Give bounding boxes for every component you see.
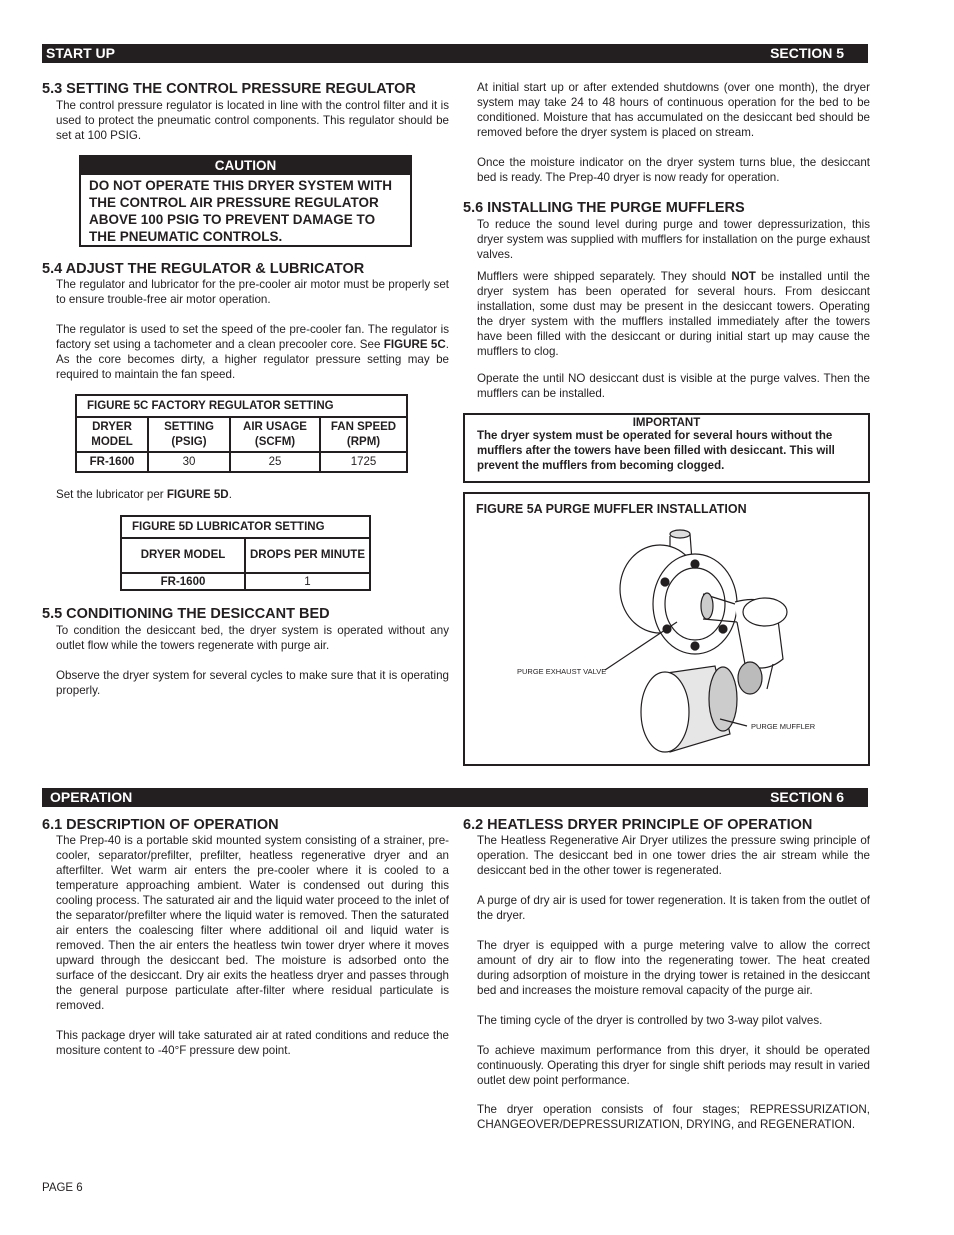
column-header: AIR USAGE (SCFM) <box>230 417 320 452</box>
paragraph: The control pressure regulator is located in line with the control filter and it is used to protect the pneumatic control components. This regulator should be set at 100 PSIG. <box>56 99 449 142</box>
figure-5d-table <box>120 515 371 591</box>
purge-muffler-illustration <box>465 494 868 764</box>
figure-ref: FIGURE 5C <box>383 338 446 351</box>
column-header: DRYER MODEL <box>121 538 245 573</box>
paragraph: A purge of dry air is used for tower regeneration. It is taken from the outlet of the dryer. <box>477 894 870 922</box>
paragraph: The timing cycle of the dryer is controlled by two 3-way pilot valves. <box>477 1014 823 1027</box>
table-cell: 1 <box>245 573 370 590</box>
section-number: SECTION 5 <box>770 45 844 61</box>
page-number: PAGE 6 <box>42 1182 83 1194</box>
text-run: The regulator is used to set the speed of the pre-cooler fan. The regulator is factory set using a tachometer and a clean precooler core. See <box>56 323 449 351</box>
table-cell: FR-1600 <box>76 452 148 472</box>
heading-6-1: 6.1 DESCRIPTION OF OPERATION <box>42 817 279 833</box>
heading-5-3: 5.3 SETTING THE CONTROL PRESSURE REGULATOR <box>42 81 416 97</box>
text-run: . <box>228 488 232 501</box>
text-run: Set the lubricator per <box>56 488 167 501</box>
paragraph: To achieve maximum performance from this dryer, it should be operated continuously. Operating this dryer for single shift periods may result in varied outlet dew point performance. <box>477 1044 870 1087</box>
figure-label-valve: PURGE EXHAUST VALVE <box>517 667 607 676</box>
table-caption: FIGURE 5C FACTORY REGULATOR SETTING <box>76 395 407 417</box>
section-6-header <box>42 788 868 807</box>
important-text: The dryer system must be operated for several hours without the mufflers after the towers have been filled with desiccant. This will prevent the mufflers from becoming clogged. <box>477 430 835 472</box>
column-header: DRYER MODEL <box>76 417 148 452</box>
text-run: be installed until the dryer system has been operated for several hours. From desiccant installation, some dust may be present in the desiccant towers. Operating the dryer system with the mufflers installed immediately after the towers have been filled with the desiccant or during initial start up may cause the mufflers to clog. <box>477 270 871 358</box>
caution-text: DO NOT OPERATE THIS DRYER SYSTEM WITH THE CONTROL AIR PRESSURE REGULATOR ABOVE 100 PSIG TO PREVENT DAMAGE TO THE PNEUMATIC CONTROLS. <box>89 178 393 244</box>
text-run: . As the core becomes dirty, a higher regulator pressure setting may be required to maintain the fan speed. <box>56 338 449 381</box>
section-title: START UP <box>46 45 115 61</box>
table-cell: 1725 <box>320 452 407 472</box>
figure-title: FIGURE 5A PURGE MUFFLER INSTALLATION <box>476 502 747 516</box>
paragraph: Once the moisture indicator on the dryer system turns blue, the desiccant bed is ready. The Prep-40 dryer is now ready for operation. <box>477 156 870 184</box>
paragraph: Operate the until NO desiccant dust is visible at the purge valves. Then the mufflers can be installed. <box>477 372 870 400</box>
column-header: DROPS PER MINUTE <box>245 538 370 573</box>
paragraph <box>56 487 449 502</box>
text-run: Mufflers were shipped separately. They should <box>477 270 732 283</box>
figure-label-muffler: PURGE MUFFLER <box>751 722 816 731</box>
paragraph: The Heatless Regenerative Air Dryer utilizes the pressure swing principle of operation. The desiccant bed in one tower dries the air stream while the desiccant bed in the other tower is regenerated. <box>477 834 870 877</box>
figure-5a-box <box>463 492 870 766</box>
paragraph: At initial start up or after extended shutdowns (over one month), the dryer system may take 24 to 48 hours of continuous operation for the bed to be conditioned. Moisture that has accumulated on the desiccant bed should be removed before the dryer system is placed on stream. <box>477 81 870 139</box>
paragraph: Observe the dryer system for several cycles to make sure that it is operating properly. <box>56 669 449 697</box>
section-title: OPERATION <box>50 789 133 805</box>
heading-6-2: 6.2 HEATLESS DRYER PRINCIPLE OF OPERATION <box>463 817 813 833</box>
column-header: FAN SPEED (RPM) <box>320 417 407 452</box>
table-cell: FR-1600 <box>121 573 245 590</box>
paragraph: The regulator and lubricator for the pre-cooler air motor must be properly set to ensure trouble-free air motor operation. <box>56 278 449 306</box>
emphasis: NOT <box>731 270 756 283</box>
important-box <box>463 413 870 483</box>
paragraph: The dryer operation consists of four stages; REPRESSURIZATION, CHANGEOVER/DEPRESSURIZATION, DRYING, and REGENERATION. <box>477 1103 870 1131</box>
table-caption: FIGURE 5D LUBRICATOR SETTING <box>121 516 370 538</box>
paragraph: To condition the desiccant bed, the dryer system is operated without any outlet flow while the towers regenerate with purge air. <box>56 624 449 652</box>
figure-ref: FIGURE 5D <box>166 488 229 501</box>
paragraph <box>56 322 449 382</box>
table-cell: 30 <box>148 452 230 472</box>
paragraph: To reduce the sound level during purge and tower depressurization, this dryer system was supplied with mufflers for installation on the purge exhaust valves. <box>477 218 870 261</box>
caution-box <box>79 155 412 247</box>
table-cell: 25 <box>230 452 320 472</box>
paragraph: The Prep-40 is a portable skid mounted system consisting of a strainer, pre-cooler, separator/prefilter, prefilter, heatless regenerative dryer and an afterfilter. Wet warm air enters the pre-cooler where it is cooled to a temperature approaching ambient. Water is condensed out during this cooling process. The saturated air and the liquid water proceed to the inlet of the separator/prefilter where the liquid water is removed. Then the saturated air enters the coalescing filter where additional oil and liquid water is removed. Then the air enters the heatless twin tower dryer where it moves upward through the desiccant bed. The moisture is adsorbed onto the surface of the desiccant. Dry air exits the heatless dryer and passes through the general purpose particulate after-filter where residual particulate is removed. <box>56 834 449 1012</box>
caution-title: CAUTION <box>81 157 410 175</box>
heading-5-4: 5.4 ADJUST THE REGULATOR & LUBRICATOR <box>42 261 365 277</box>
paragraph: The dryer is equipped with a purge metering valve to allow the correct amount of dry air to flow into the regenerating tower. The heat created during adsorption of moisture in the drying tower is retained in the desiccant bed and increases the moisture removal capacity of the purge air. <box>477 939 870 997</box>
heading-5-6: 5.6 INSTALLING THE PURGE MUFFLERS <box>463 200 745 216</box>
paragraph <box>477 269 870 359</box>
important-title: IMPORTANT <box>632 417 701 429</box>
column-header: SETTING (PSIG) <box>148 417 230 452</box>
figure-5c-table <box>75 394 408 473</box>
heading-5-5: 5.5 CONDITIONING THE DESICCANT BED <box>42 606 330 622</box>
paragraph: This package dryer will take saturated air at rated conditions and reduce the mositure content to -40°F pressure dew point. <box>56 1029 449 1057</box>
section-number: SECTION 6 <box>770 789 844 805</box>
section-5-header <box>42 44 868 63</box>
